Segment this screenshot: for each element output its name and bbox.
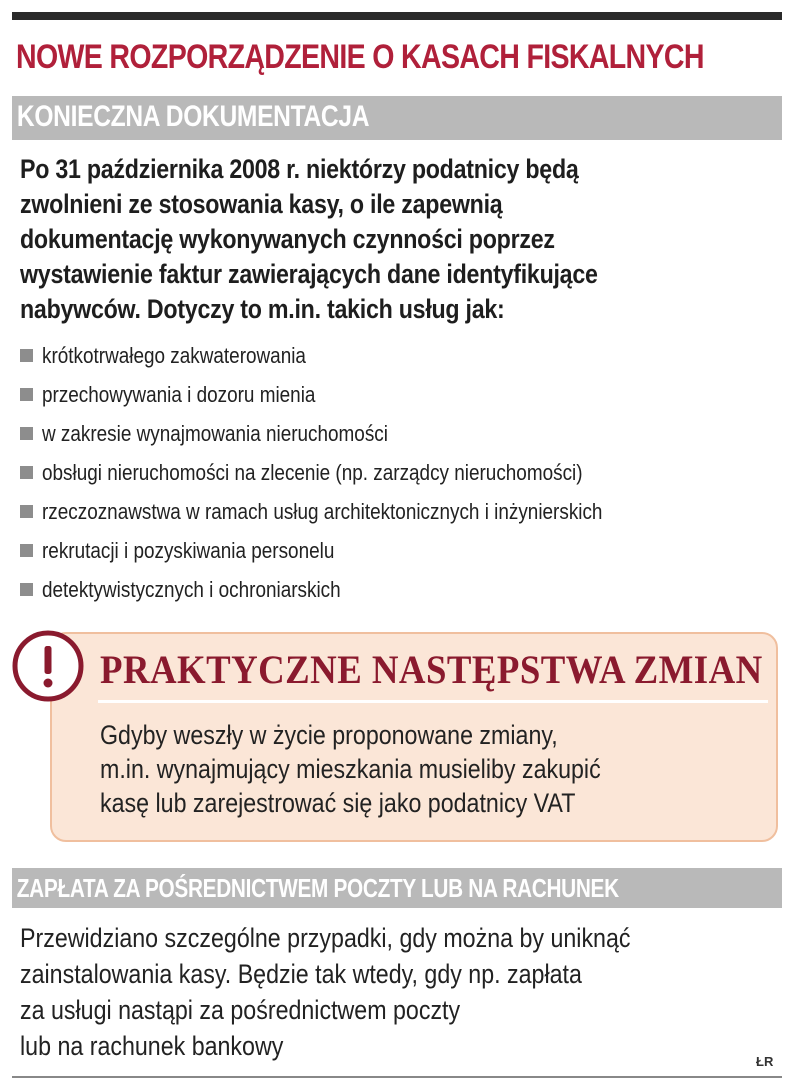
payment-paragraph bbox=[20, 920, 730, 1064]
intro-line: nabywców. Dotyczy to m.in. takich usług jak: bbox=[20, 294, 505, 324]
paragraph-line: lub na rachunek bankowy bbox=[20, 1031, 284, 1061]
intro-line: Po 31 października 2008 r. niektórzy podatnicy będą bbox=[20, 154, 579, 184]
callout-divider bbox=[98, 700, 768, 703]
list-item: detektywistycznych i ochroniarskich bbox=[20, 570, 694, 609]
bottom-rule bbox=[12, 1076, 782, 1078]
callout-body bbox=[100, 718, 682, 820]
section-heading-label: ZAPŁATA ZA POŚREDNICTWEM POCZTY LUB NA RACHUNEK bbox=[16, 873, 619, 903]
square-bullet-icon bbox=[20, 388, 33, 401]
callout-title: PRAKTYCZNE NASTĘPSTWA ZMIAN bbox=[100, 647, 763, 692]
callout-line: Gdyby weszły w życie proponowane zmiany, bbox=[100, 720, 558, 750]
exclamation-icon bbox=[8, 626, 88, 706]
paragraph-line: za usługi nastąpi za pośrednictwem poczty bbox=[20, 995, 461, 1025]
square-bullet-icon bbox=[20, 466, 33, 479]
square-bullet-icon bbox=[20, 427, 33, 440]
square-bullet-icon bbox=[20, 349, 33, 362]
intro-paragraph bbox=[20, 152, 780, 327]
intro-line: zwolnieni ze stosowania kasy, o ile zapewnią bbox=[20, 189, 503, 219]
section-heading-payment bbox=[12, 868, 782, 908]
section-heading-label: KONIECZNA DOKUMENTACJA bbox=[16, 100, 370, 133]
callout-line: kasę lub zarejestrować się jako podatnicy VAT bbox=[100, 788, 576, 818]
callout-box bbox=[50, 632, 778, 842]
square-bullet-icon bbox=[20, 505, 33, 518]
page-title: NOWE ROZPORZĄDZENIE O KASACH FISKALNYCH bbox=[16, 38, 704, 76]
list-item: obsługi nieruchomości na zlecenie (np. zarządcy nieruchomości) bbox=[20, 453, 694, 492]
square-bullet-icon bbox=[20, 544, 33, 557]
paragraph-line: Przewidziano szczególne przypadki, gdy można by uniknąć bbox=[20, 923, 631, 953]
callout-line: m.in. wynajmujący mieszkania musieliby zakupić bbox=[100, 754, 601, 784]
services-list bbox=[20, 336, 694, 609]
intro-line: dokumentację wykonywanych czynności poprzez bbox=[20, 224, 555, 254]
list-item: krótkotrwałego zakwaterowania bbox=[20, 336, 694, 375]
list-item: w zakresie wynajmowania nieruchomości bbox=[20, 414, 694, 453]
top-rule bbox=[12, 12, 782, 20]
list-item: rekrutacji i pozyskiwania personelu bbox=[20, 531, 694, 570]
intro-line: wystawienie faktur zawierających dane identyfikujące bbox=[20, 259, 598, 289]
list-item: przechowywania i dozoru mienia bbox=[20, 375, 694, 414]
paragraph-line: zainstalowania kasy. Będzie tak wtedy, gdy np. zapłata bbox=[20, 959, 582, 989]
source-credit: ŁR bbox=[756, 1054, 774, 1069]
section-heading-documentation bbox=[12, 96, 782, 140]
list-item: rzeczoznawstwa w ramach usług architektonicznych i inżynierskich bbox=[20, 492, 694, 531]
square-bullet-icon bbox=[20, 583, 33, 596]
